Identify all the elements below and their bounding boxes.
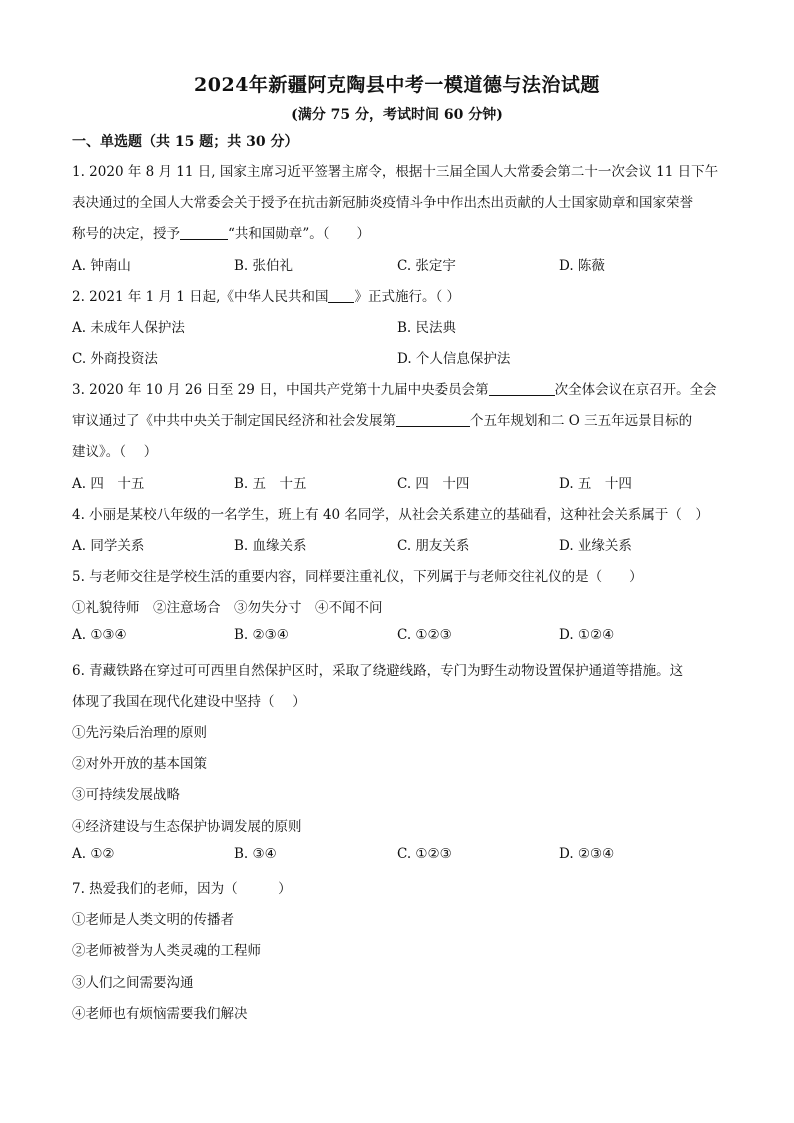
question-3-option-a: A. 四 十五	[72, 476, 145, 492]
question-5-option-b: B. ②③④	[234, 627, 289, 643]
question-3-line-1	[72, 378, 717, 398]
question-3-text-post: 次全体会议在京召开。全会	[554, 382, 717, 398]
question-6-item-2: ②对外开放的基本国策	[72, 756, 207, 772]
question-7-item-3: ③人们之间需要沟通	[72, 975, 194, 991]
question-3-option-b: B. 五 十五	[234, 476, 307, 492]
question-1-line-2: 表决通过的全国人大常委会关于授予在抗击新冠肺炎疫情斗争中作出杰出贡献的人士国家勋章和国家荣誉	[72, 195, 693, 211]
question-6-item-3: ③可持续发展战略	[72, 787, 180, 803]
question-6-option-d: D. ②③④	[559, 846, 615, 862]
question-2-option-b: B. 民法典	[397, 320, 457, 336]
page-title: 2024年新疆阿克陶县中考一模道德与法治试题	[194, 74, 600, 96]
question-4-option-a: A. 同学关系	[72, 538, 145, 554]
question-6-option-b: B. ③④	[234, 846, 277, 862]
question-7-item-4: ④老师也有烦恼需要我们解决	[72, 1006, 248, 1022]
question-3-line-3: 建议》。（ ）	[72, 444, 158, 460]
question-1-option-a: A. 钟南山	[72, 258, 131, 274]
question-3-text-pre: 3. 2020 年 10 月 26 日至 29 日，中国共产党第十九届中央委员会第	[72, 382, 489, 398]
question-3-line-2	[72, 409, 692, 429]
question-5-option-d: D. ①②④	[559, 627, 615, 643]
question-4-option-c: C. 朋友关系	[397, 538, 470, 554]
question-4-line-1: 4. 小丽是某校八年级的一名学生，班上有 40 名同学，从社会关系建立的基础看，这种社会关系属于（ ）	[72, 507, 709, 523]
question-6-line-2: 体现了我国在现代化建设中坚持（ ）	[72, 694, 306, 710]
question-5-items: ①礼貌待师 ②注意场合 ③勿失分寸 ④不闻不问	[72, 600, 383, 616]
question-7-item-1: ①老师是人类文明的传播者	[72, 912, 234, 928]
section-heading: 一、单选题（共 15 题；共 30 分）	[72, 134, 299, 150]
question-2-text-post: 》正式施行。（ ）	[354, 289, 461, 305]
question-1-option-b: B. 张伯礼	[234, 258, 294, 274]
question-6-item-4: ④经济建设与生态保护协调发展的原则	[72, 819, 302, 835]
question-3-option-c: C. 四 十四	[397, 476, 470, 492]
question-6-option-c: C. ①②③	[397, 846, 452, 862]
question-5-option-c: C. ①②③	[397, 627, 452, 643]
question-1-option-d: D. 陈薇	[559, 258, 605, 274]
question-7-item-2: ②老师被誉为人类灵魂的工程师	[72, 943, 261, 959]
question-6-option-a: A. ①②	[72, 846, 115, 862]
question-5-line-1: 5. 与老师交往是学校生活的重要内容，同样要注重礼仪，下列属于与老师交往礼仪的是（ ）	[72, 569, 643, 585]
question-3-text-pre-2: 审议通过了《中共中央关于制定国民经济和社会发展第	[72, 413, 396, 429]
question-6-line-1: 6. 青藏铁路在穿过可可西里自然保护区时，采取了绕避线路，专门为野生动物设置保护通道等措施。这	[72, 663, 684, 679]
question-2-option-c: C. 外商投资法	[72, 351, 158, 367]
answer-blank	[328, 288, 354, 303]
page-subtitle: (满分 75 分，考试时间 60 分钟)	[291, 107, 503, 123]
question-1-line-1: 1. 2020 年 8 月 11 日, 国家主席习近平签署主席令，根据十三届全国人大常委会第二十一次会议 11 日下午	[72, 164, 719, 180]
question-6-item-1: ①先污染后治理的原则	[72, 725, 207, 741]
question-3-option-d: D. 五 十四	[559, 476, 632, 492]
question-4-option-d: D. 业缘关系	[559, 538, 632, 554]
question-1-line-3	[72, 222, 370, 242]
answer-blank	[396, 412, 470, 427]
answer-blank	[489, 381, 555, 396]
question-4-option-b: B. 血缘关系	[234, 538, 307, 554]
question-2-option-a: A. 未成年人保护法	[72, 320, 185, 336]
question-2-option-d: D. 个人信息保护法	[397, 351, 511, 367]
question-1-text-post: “共和国勋章”。（ ）	[228, 226, 371, 242]
question-1-text-pre: 称号的决定，授予	[72, 226, 180, 242]
question-2-line-1	[72, 285, 460, 305]
answer-blank	[180, 225, 228, 240]
question-1-option-c: C. 张定宇	[397, 258, 456, 274]
question-5-option-a: A. ①③④	[72, 627, 127, 643]
question-3-text-post-2: 个五年规划和二 O 三五年远景目标的	[470, 413, 693, 429]
question-2-text-pre: 2. 2021 年 1 月 1 日起,《中华人民共和国	[72, 289, 329, 305]
question-7-line-1: 7. 热爱我们的老师，因为（ ）	[72, 881, 292, 897]
